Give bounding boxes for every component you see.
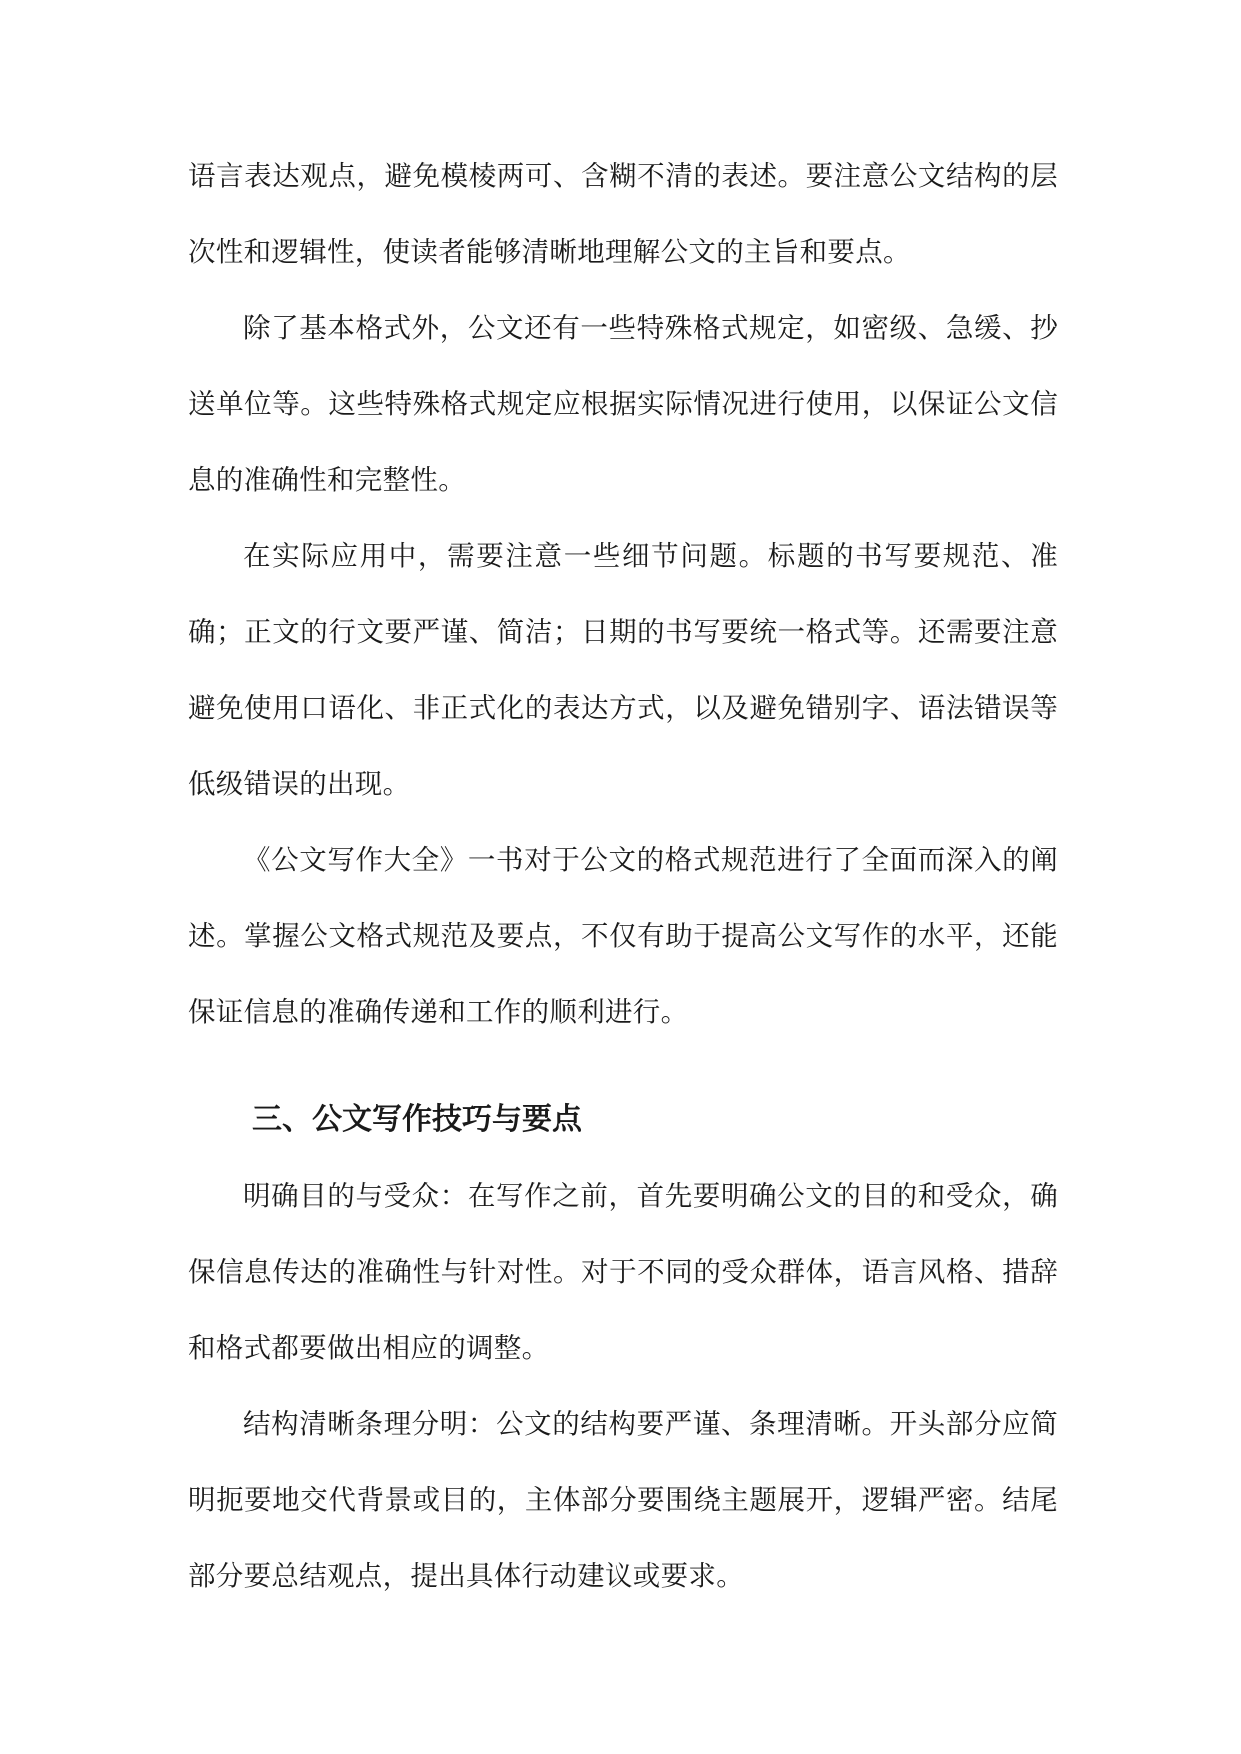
document-page — [188, 138, 1058, 1614]
body-paragraph: 明确目的与受众：在写作之前，首先要明确公文的目的和受众，确保信息传达的准确性与针对性。对于不同的受众群体，语言风格、措辞和格式都要做出相应的调整。 — [188, 1180, 1058, 1364]
body-paragraph: 语言表达观点，避免模棱两可、含糊不清的表述。要注意公文结构的层次性和逻辑性，使读者能够清晰地理解公文的主旨和要点。 — [188, 160, 1058, 268]
body-paragraph: 《公文写作大全》一书对于公文的格式规范进行了全面而深入的阐述。掌握公文格式规范及要点，不仅有助于提高公文写作的水平，还能保证信息的准确传递和工作的顺利进行。 — [188, 844, 1058, 1028]
section-heading: 三、公文写作技巧与要点 — [252, 1102, 582, 1137]
body-paragraph: 除了基本格式外，公文还有一些特殊格式规定，如密级、急缓、抄送单位等。这些特殊格式规定应根据实际情况进行使用，以保证公文信息的准确性和完整性。 — [188, 312, 1058, 496]
body-paragraph: 结构清晰条理分明：公文的结构要严谨、条理清晰。开头部分应简明扼要地交代背景或目的，主体部分要围绕主题展开，逻辑严密。结尾部分要总结观点，提出具体行动建议或要求。 — [188, 1408, 1058, 1592]
section-spacer — [188, 1050, 1058, 1082]
body-paragraph: 在实际应用中，需要注意一些细节问题。标题的书写要规范、准确；正文的行文要严谨、简洁；日期的书写要统一格式等。还需要注意避免使用口语化、非正式化的表达方式，以及避免错别字、语法错误等低级错误的出现。 — [188, 540, 1058, 800]
